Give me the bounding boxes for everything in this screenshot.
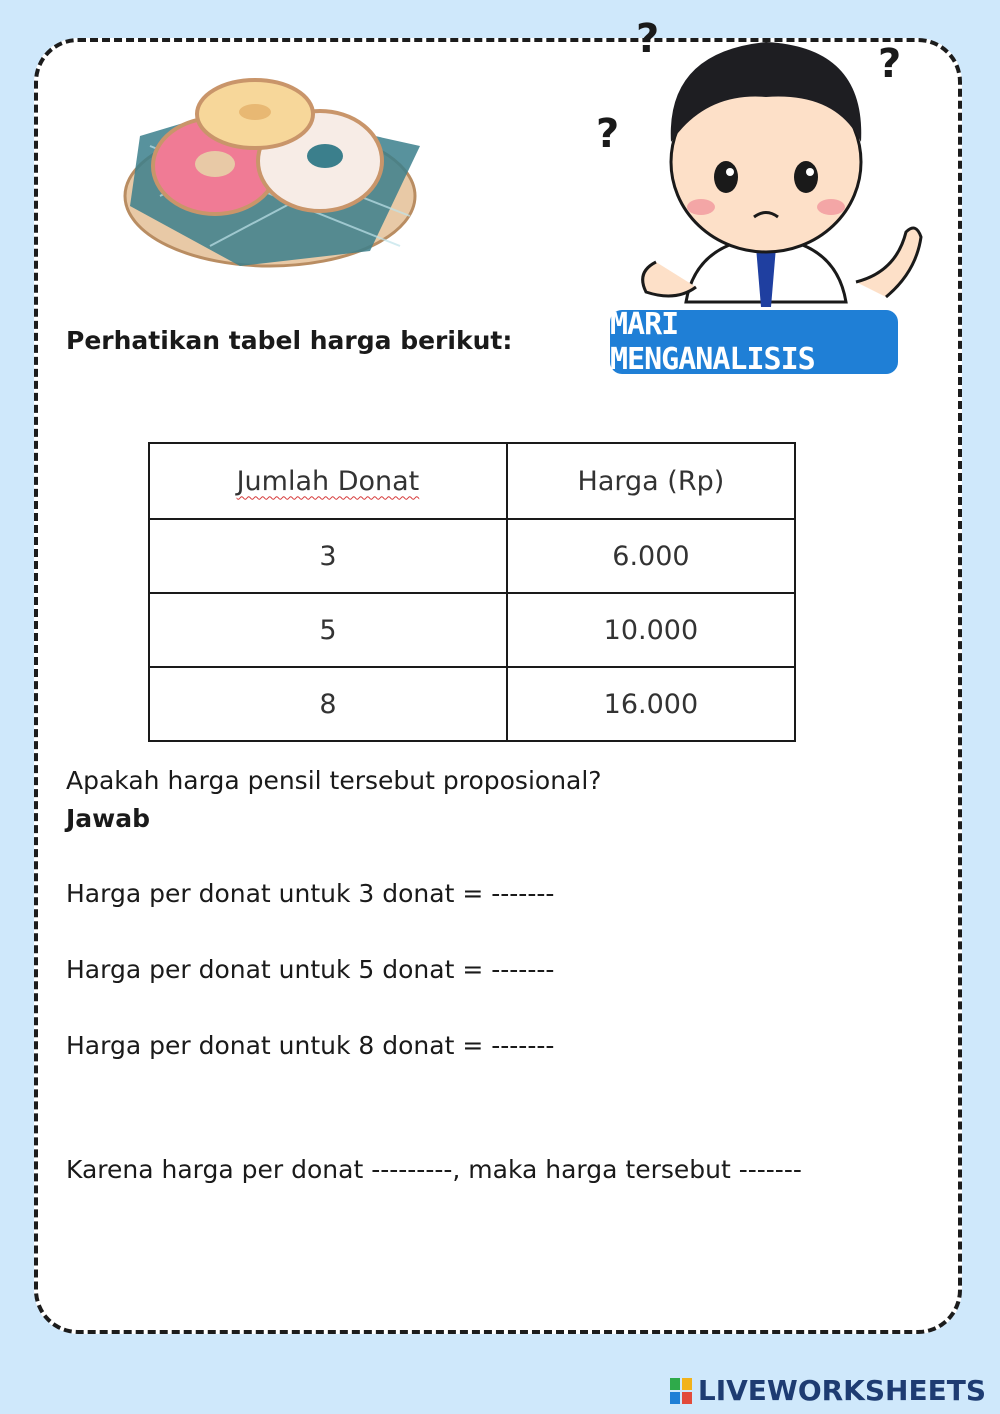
- table-cell: 10.000: [507, 593, 795, 667]
- confused-boy-illustration: [596, 22, 946, 322]
- table-header-row: [149, 443, 795, 519]
- table-cell: 3: [149, 519, 507, 593]
- intro-text: Perhatikan tabel harga berikut:: [66, 326, 513, 355]
- analysis-badge: MARI MENGANALISIS: [610, 310, 898, 374]
- table-cell: 5: [149, 593, 507, 667]
- question-text: Apakah harga pensil tersebut proposional?: [66, 766, 602, 795]
- svg-text:?: ?: [636, 22, 660, 62]
- answer-line-1[interactable]: Harga per donat untuk 3 donat = -------: [66, 879, 555, 908]
- table-row: [149, 593, 795, 667]
- brand-text: LIVEWORKSHEETS: [697, 1374, 986, 1407]
- donut-plate-illustration: [120, 76, 430, 276]
- svg-text:?: ?: [596, 111, 620, 157]
- liveworksheets-brand: [670, 1374, 986, 1407]
- table-row: [149, 519, 795, 593]
- liveworksheets-logo-icon: [670, 1378, 692, 1404]
- answer-line-2[interactable]: Harga per donat untuk 5 donat = -------: [66, 955, 555, 984]
- answer-line-3[interactable]: Harga per donat untuk 8 donat = -------: [66, 1031, 555, 1060]
- conclusion-line[interactable]: Karena harga per donat ---------, maka harga tersebut -------: [66, 1155, 802, 1184]
- table-header-harga: Harga (Rp): [507, 443, 795, 519]
- svg-text:?: ?: [878, 41, 902, 87]
- price-table: [148, 442, 796, 742]
- answer-label: Jawab: [66, 804, 151, 833]
- table-cell: 8: [149, 667, 507, 741]
- table-row: [149, 667, 795, 741]
- table-cell: 6.000: [507, 519, 795, 593]
- table-cell: 16.000: [507, 667, 795, 741]
- table-header-jumlah: Jumlah Donat: [149, 443, 507, 519]
